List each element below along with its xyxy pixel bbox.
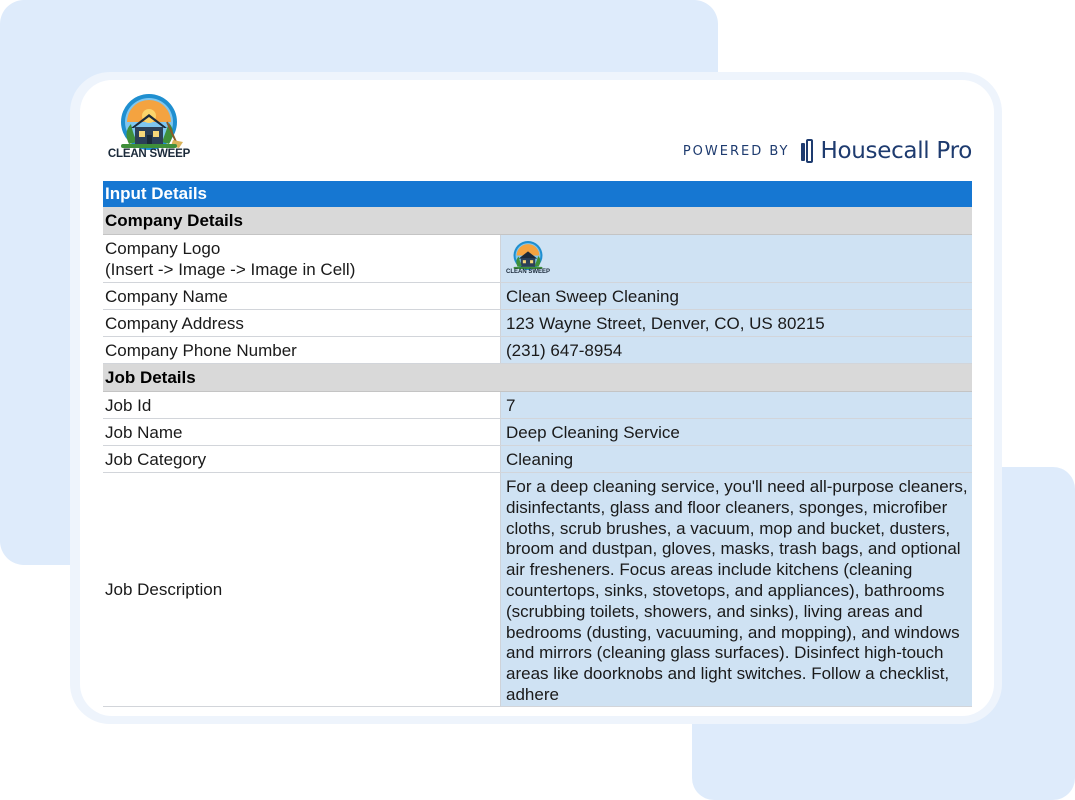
input-details-sheet bbox=[103, 181, 972, 707]
company-phone-value[interactable]: (231) 647-8954 bbox=[501, 337, 972, 363]
company-logo-label: Company Logo bbox=[105, 238, 221, 258]
housecall-pro-mark-icon bbox=[800, 139, 814, 163]
company-logo-label-cell[interactable] bbox=[103, 235, 501, 282]
job-category-row bbox=[103, 446, 972, 473]
job-description-label[interactable]: Job Description bbox=[103, 473, 501, 706]
company-logo-image bbox=[506, 240, 550, 278]
company-logo-image-text: CLEAN SWEEP bbox=[506, 268, 551, 275]
job-description-row bbox=[103, 473, 972, 707]
job-name-value[interactable]: Deep Cleaning Service bbox=[501, 419, 972, 445]
job-id-row bbox=[103, 392, 972, 419]
powered-by-label: POWERED BY bbox=[682, 143, 790, 159]
company-address-value[interactable]: 123 Wayne Street, Denver, CO, US 80215 bbox=[501, 310, 972, 336]
clean-sweep-house-logo-icon bbox=[506, 240, 550, 270]
company-name-value[interactable]: Clean Sweep Cleaning bbox=[501, 283, 972, 309]
job-name-row bbox=[103, 419, 972, 446]
company-phone-row bbox=[103, 337, 972, 364]
job-description-value: For a deep cleaning service, you'll need all-purpose cleaners, disinfectants, glass and floor cleaners, sponges, microfiber cloths, scrub brushes, a vacuum, mop and bucket, dusters, broom and dustpan, gloves, masks, trash bags, and optional air fresheners. Focus areas include kitchens (cleaning countertops, sinks, stovetops, and appliances), bathrooms (scrubbing toilets, showers, and sinks), living areas and bedrooms (dusting, vacuuming, and mopping), and windows and mirrors (cleaning glass surfaces). Disinfect high-touch areas like doorknobs and light switches. Follow a checklist, adhere bbox=[506, 477, 968, 704]
company-logo-row bbox=[103, 235, 972, 283]
job-name-label[interactable]: Job Name bbox=[103, 419, 501, 445]
job-id-value[interactable]: 7 bbox=[501, 392, 972, 418]
job-category-value[interactable]: Cleaning bbox=[501, 446, 972, 472]
job-category-label[interactable]: Job Category bbox=[103, 446, 501, 472]
job-description-value-cell[interactable] bbox=[501, 473, 972, 706]
company-logo-hint: (Insert -> Image -> Image in Cell) bbox=[105, 259, 356, 279]
clean-sweep-house-logo-icon bbox=[107, 92, 191, 150]
company-address-row bbox=[103, 310, 972, 337]
job-id-label[interactable]: Job Id bbox=[103, 392, 501, 418]
input-details-header bbox=[103, 181, 972, 207]
company-name-label[interactable]: Company Name bbox=[103, 283, 501, 309]
company-logo bbox=[107, 92, 191, 164]
input-details-title: Input Details bbox=[105, 184, 208, 203]
company-details-section bbox=[103, 207, 972, 235]
company-name-row bbox=[103, 283, 972, 310]
housecall-pro-name: Housecall Pro bbox=[820, 138, 972, 164]
company-phone-label[interactable]: Company Phone Number bbox=[103, 337, 501, 363]
company-address-label[interactable]: Company Address bbox=[103, 310, 501, 336]
logo-wordmark: CLEAN SWEEP bbox=[107, 148, 191, 160]
job-details-section bbox=[103, 364, 972, 392]
company-details-title: Company Details bbox=[105, 211, 243, 230]
company-logo-value-cell[interactable] bbox=[501, 235, 972, 282]
job-details-title: Job Details bbox=[105, 368, 196, 387]
spreadsheet-card bbox=[80, 80, 994, 716]
powered-by-badge[interactable] bbox=[683, 136, 972, 166]
